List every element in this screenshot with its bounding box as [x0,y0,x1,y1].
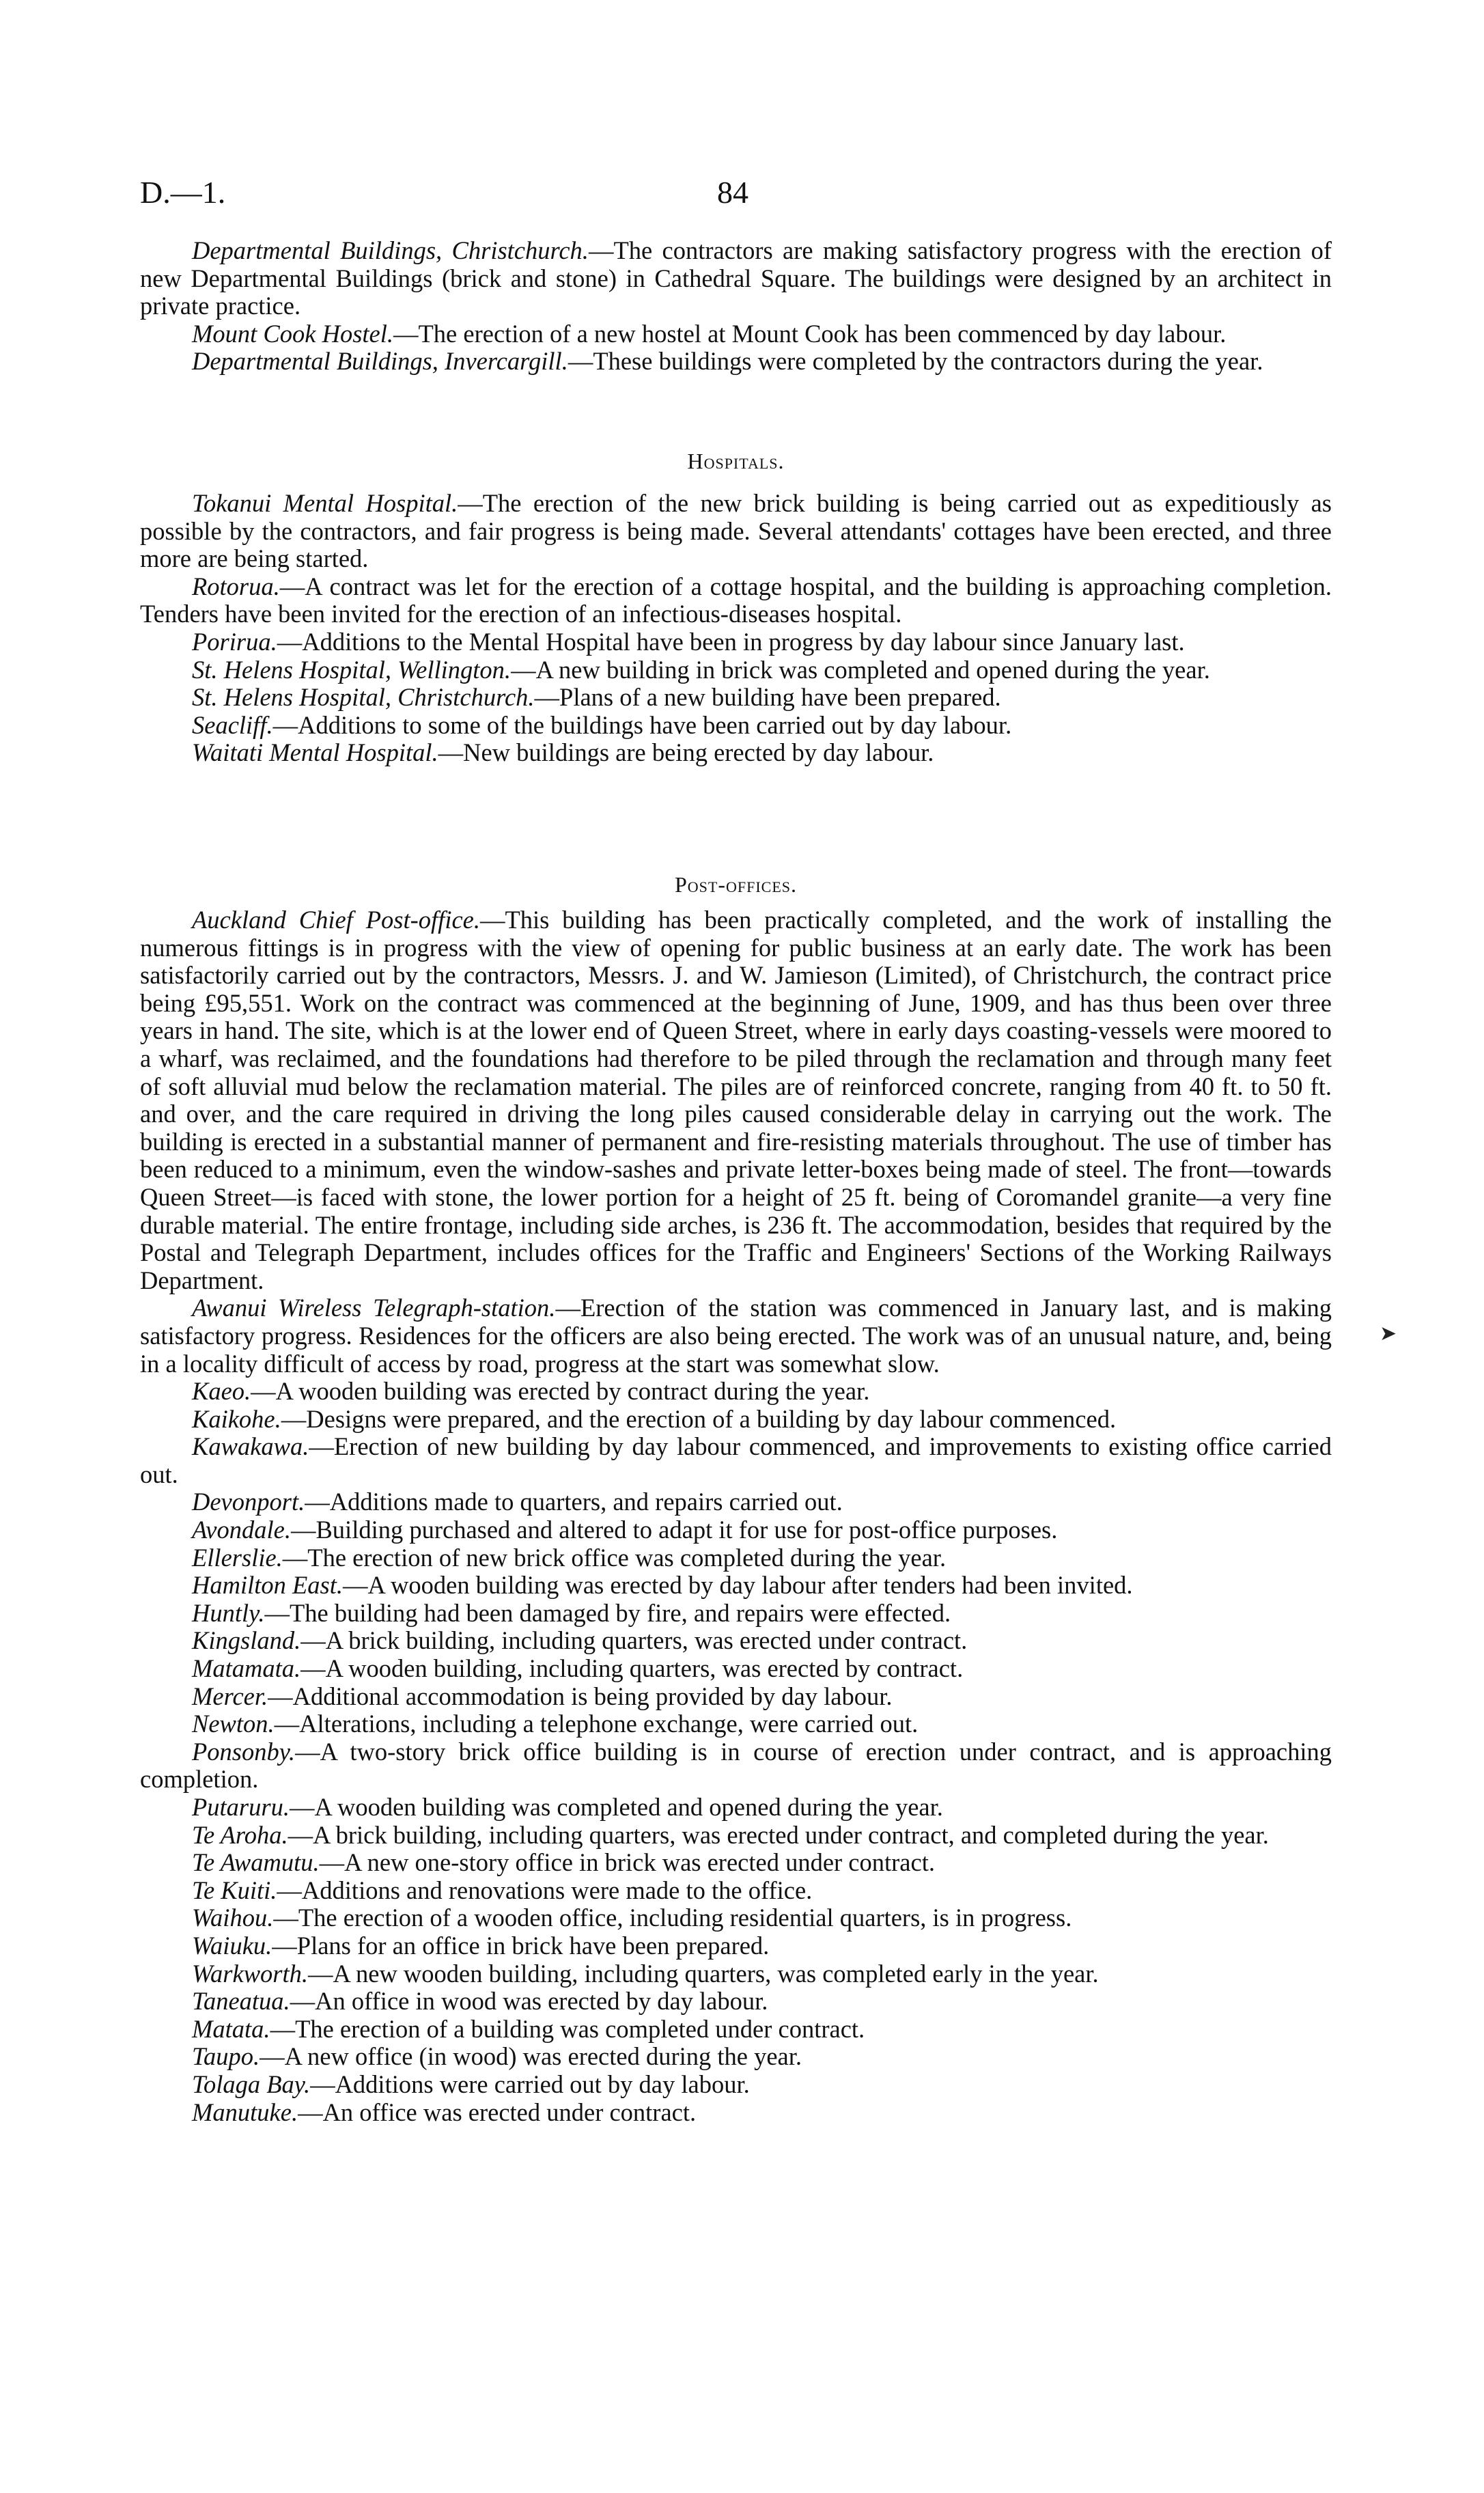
entry-title: Ponsonby. [192,1737,296,1766]
entry-paragraph [140,628,1332,656]
entry-title: Waihou. [192,1904,274,1932]
entry-paragraph [140,573,1332,628]
entry-paragraph [140,1378,1332,1406]
page-number: 84 [717,175,748,210]
entry-paragraph [140,1710,1332,1738]
entry-paragraph [140,1683,1332,1711]
entry-text: —A two-story brick office building is in course of erection under contract, and is approaching completion. [140,1737,1332,1794]
entry-text: —Erection of new building by day labour commenced, and improvements to existing office carried out. [140,1432,1332,1488]
entry-title: Matamata. [192,1654,301,1683]
entry-title: Newton. [192,1710,275,1738]
entry-title: Waiuku. [192,1931,272,1960]
entry-title: Te Kuiti. [192,1876,277,1904]
entry-paragraph [140,2016,1332,2044]
entry-paragraph [140,739,1332,767]
entry-title: Rotorua. [192,572,280,600]
section-heading-post-offices: Post-offices. [674,872,798,897]
entry-title: Kingsland. [192,1626,301,1655]
entry-paragraph [140,1433,1332,1488]
entry-title: Porirua. [192,627,277,656]
entry-text: —Plans for an office in brick have been prepared. [272,1931,770,1960]
entry-title: Waitati Mental Hospital. [192,738,438,767]
entry-paragraph [140,906,1332,1294]
entry-paragraph [140,1600,1332,1628]
entry-text: —The building had been damaged by fire, and repairs were effected. [264,1598,951,1627]
entry-title: Departmental Buildings, Christchurch. [192,236,589,264]
entry-paragraph [140,1544,1332,1572]
entry-text: —Building purchased and altered to adapt it for use for post-office purposes. [290,1516,1058,1544]
entry-text: —A contract was let for the erection of a cottage hospital, and the building is approaching completion. Tenders have been invited for the erection of an infectious-diseases hospital. [140,572,1332,628]
entry-text: —A wooden building was erected by contract during the year. [251,1377,870,1406]
intro-section [140,237,1332,376]
entry-paragraph [140,684,1332,712]
entry-text: —The erection of a new hostel at Mount Cook has been commenced by day labour. [393,319,1227,348]
entry-paragraph [140,2099,1332,2127]
entry-title: St. Helens Hospital, Christchurch. [192,683,535,712]
section-heading-hospitals: Hospitals. [687,449,785,473]
entry-paragraph [140,1627,1332,1655]
entry-paragraph [140,490,1332,573]
entry-title: Matata. [192,2014,270,2043]
entry-text: —A brick building, including quarters, was erected under contract, and completed during the year. [288,1820,1269,1849]
entry-paragraph [140,1516,1332,1544]
entry-title: Warkworth. [192,1959,309,1988]
entry-title: St. Helens Hospital, Wellington. [192,655,512,684]
entry-paragraph [140,2071,1332,2099]
entry-title: Manutuke. [192,2098,298,2126]
entry-text: —A new one-story office in brick was erected under contract. [319,1848,935,1877]
entry-title: Ellerslie. [192,1543,283,1572]
entry-title: Avondale. [192,1516,291,1544]
entry-text: —Additional accommodation is being provided by day labour. [268,1682,893,1710]
entry-paragraph [140,712,1332,740]
entry-text: —Erection of the station was commenced in January last, and is making satisfactory progress. Residences for the officers are also being erected. The work was of an unusual nature, and, being in a locality difficult of access by road, progress at the start was somewhat slow. [140,1294,1332,1378]
entry-text: —Additions were carried out by day labour. [310,2070,750,2098]
entry-paragraph [140,1738,1332,1794]
entry-text: —This building has been practically completed, and the work of installing the numerous fittings is in progress with the view of opening for public business at an early date. The work has been satisfactorily carried out by the contractors, Messrs. J. and W. Jamieson (Limited), of Christchurch, the contract price being £95,551. Work on the contract was commenced at the beginning of June, 1909, and has thus been over three years in hand. The site, which is at the lower end of Queen Street, where in early days coasting-vessels were moored to a wharf, was reclaimed, and the foundations had therefore to be piled through the reclamation and through many feet of soft alluvial mud below the reclamation material. The piles are of reinforced concrete, ranging from 40 ft. to 50 ft. and over, and the care required in driving the long piles caused considerable delay in carrying out the work. The building is erected in a substantial manner of permanent and fire-resisting materials throughout. The use of timber has been reduced to a minimum, even the window-sashes and private letter-boxes being made of steel. The front—towards Queen Street—is faced with stone, the lower portion for a height of 25 ft. being of Coromandel granite—a very fine durable material. The entire frontage, including side arches, is 236 ft. The accommodation, besides that required by the Postal and Telegraph Department, includes offices for the Traffic and Engineers' Sections of the Working Railways Department. [140,906,1332,1294]
entry-title: Tokanui Mental Hospital. [192,489,458,517]
entry-paragraph [140,348,1332,376]
entry-text: —The erection of the new brick building is being carried out as expeditiously as possible by the contractors, and fair progress is being made. Several attendants' cottages have been erected, and three more are being started. [140,489,1332,573]
entry-text: —The erection of new brick office was completed during the year. [282,1543,947,1572]
entry-title: Departmental Buildings, Invercargill. [192,347,568,376]
margin-arrow-mark: ➤ [1380,1322,1397,1345]
entry-text: —A wooden building, including quarters, was erected by contract. [300,1654,964,1683]
hospitals-section [140,447,1332,767]
entry-paragraph [140,320,1332,348]
entry-text: —The erection of a building was completed under contract. [270,2014,865,2043]
entry-paragraph [140,1572,1332,1600]
entry-title: Awanui Wireless Telegraph-station. [192,1294,556,1322]
entry-text: —Alterations, including a telephone exchange, were carried out. [274,1710,919,1738]
entry-paragraph [140,1849,1332,1877]
entry-paragraph [140,1904,1332,1932]
entry-text: —Plans of a new building have been prepared. [534,683,1001,712]
entry-text: —Additions to the Mental Hospital have been in progress by day labour since January last. [277,627,1185,656]
entry-text: —Designs were prepared, and the erection of a building by day labour commenced. [281,1404,1117,1433]
entry-title: Taneatua. [192,1987,290,2016]
entry-title: Taupo. [192,2042,260,2071]
entry-title: Te Aroha. [192,1820,288,1849]
entry-paragraph [140,1294,1332,1378]
entry-title: Te Awamutu. [192,1848,320,1877]
entry-paragraph [140,237,1332,320]
entry-text: —A new wooden building, including quarters, was completed early in the year. [308,1959,1099,1988]
entry-paragraph [140,656,1332,684]
post-offices-section [140,871,1332,2126]
entry-title: Huntly. [192,1598,265,1627]
entry-title: Mount Cook Hostel. [192,319,394,348]
entry-title: Hamilton East. [192,1571,344,1600]
entry-text: —The contractors are making satisfactory progress with the erection of new Departmental Buildings (brick and stone) in Cathedral Square. The buildings were designed by an architect in private practice. [140,236,1332,320]
entry-paragraph [140,1988,1332,2016]
entry-paragraph [140,1822,1332,1850]
entry-paragraph [140,1932,1332,1960]
entry-title: Auckland Chief Post-office. [192,906,480,934]
entry-text: —A new office (in wood) was erected during the year. [260,2042,802,2071]
entry-title: Kawakawa. [192,1432,309,1461]
entry-paragraph [140,1655,1332,1683]
entry-text: —New buildings are being erected by day labour. [438,738,934,767]
entry-text: —An office in wood was erected by day labour. [290,1987,768,2016]
entry-title: Mercer. [192,1682,268,1710]
entry-paragraph [140,1877,1332,1905]
entry-text: —These buildings were completed by the contractors during the year. [568,347,1263,376]
entry-text: —A brick building, including quarters, was erected under contract. [300,1626,968,1655]
entry-paragraph [140,1794,1332,1822]
entry-paragraph [140,2043,1332,2071]
entry-title: Putaruru. [192,1793,290,1821]
entry-text: —An office was erected under contract. [298,2098,697,2126]
entry-paragraph [140,1960,1332,1988]
entry-text: —Additions made to quarters, and repairs carried out. [305,1488,843,1516]
document-reference: D.—1. [140,175,226,210]
entry-title: Tolaga Bay. [192,2070,311,2098]
entry-text: —A wooden building was completed and opened during the year. [289,1793,943,1821]
entry-paragraph [140,1406,1332,1434]
entry-title: Kaeo. [192,1377,251,1406]
entry-title: Devonport. [192,1488,305,1516]
entry-text: —Additions and renovations were made to the office. [277,1876,813,1904]
entry-text: —Additions to some of the buildings have been carried out by day labour. [272,710,1012,739]
entry-paragraph [140,1488,1332,1516]
entry-title: Seacliff. [192,710,273,739]
entry-title: Kaikohe. [192,1404,281,1433]
entry-text: —A new building in brick was completed and opened during the year. [511,655,1210,684]
entry-text: —A wooden building was erected by day labour after tenders had been invited. [343,1571,1133,1600]
entry-text: —The erection of a wooden office, including residential quarters, is in progress. [273,1904,1072,1932]
